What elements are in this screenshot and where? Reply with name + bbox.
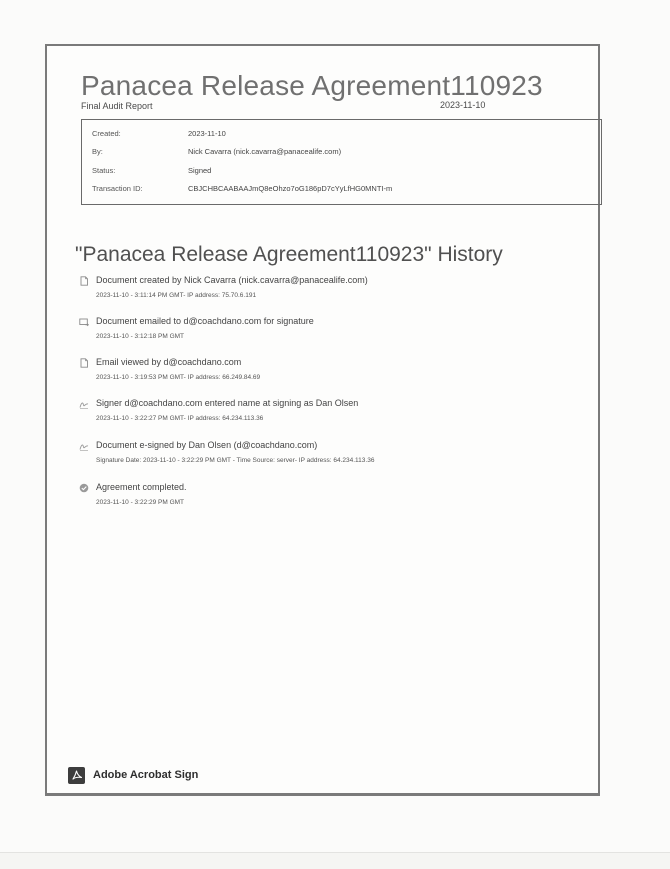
acrobat-logo-icon xyxy=(68,767,85,784)
event-meta: 2023-11-10 - 3:11:14 PM GMT- IP address: 75.70.6.191 xyxy=(96,292,257,299)
info-value: Nick Cavarra (nick.cavarra@panacealife.com) xyxy=(188,147,342,156)
event-description: Agreement completed. xyxy=(96,482,187,492)
info-label: Created: xyxy=(92,129,121,138)
info-value: CBJCHBCAABAAJmQ8eOhzo7oG186pD7cYyLfHG0MNTI-m xyxy=(188,184,393,193)
event-description: Email viewed by d@coachdano.com xyxy=(96,357,242,367)
info-label: Transaction ID: xyxy=(92,184,143,193)
event-meta: 2023-11-10 - 3:22:27 PM GMT- IP address: 64.234.113.36 xyxy=(96,415,264,422)
info-row-transaction-id xyxy=(92,184,392,193)
brand-footer xyxy=(68,765,198,785)
event-description: Document emailed to d@coachdano.com for signature xyxy=(96,316,314,326)
audit-report xyxy=(45,44,600,796)
info-label: By: xyxy=(92,147,103,156)
signature-icon xyxy=(79,399,89,409)
event-description: Document created by Nick Cavarra (nick.cavarra@panacealife.com) xyxy=(96,275,368,285)
event-meta: 2023-11-10 - 3:19:53 PM GMT- IP address: 66.249.84.69 xyxy=(96,374,261,381)
info-value: 2023-11-10 xyxy=(188,129,226,138)
info-label: Status: xyxy=(92,166,116,175)
document-icon xyxy=(79,276,89,286)
event-description: Signer d@coachdano.com entered name at signing as Dan Olsen xyxy=(96,398,359,408)
event-meta: Signature Date: 2023-11-10 - 3:22:29 PM GMT - Time Source: server- IP address: 64.234.113.36 xyxy=(96,457,375,464)
check-icon xyxy=(79,483,89,493)
info-value: Signed xyxy=(188,166,212,175)
email-icon xyxy=(79,317,89,327)
event-description: Document e-signed by Dan Olsen (d@coachdano.com) xyxy=(96,440,318,450)
event-meta: 2023-11-10 - 3:22:29 PM GMT xyxy=(96,499,185,506)
signature-icon xyxy=(79,441,89,451)
info-row-created xyxy=(92,129,226,138)
brand-name: Adobe Acrobat Sign xyxy=(93,769,199,781)
document-date: 2023-11-10 xyxy=(440,100,486,110)
document-subtitle: Final Audit Report xyxy=(81,101,153,111)
history-title: "Panacea Release Agreement110923" History xyxy=(75,243,503,266)
info-row-by xyxy=(92,147,341,156)
event-meta: 2023-11-10 - 3:12:18 PM GMT xyxy=(96,333,185,340)
info-row-status xyxy=(92,166,211,175)
document-icon xyxy=(79,358,89,368)
info-box xyxy=(81,119,602,205)
document-title: Panacea Release Agreement110923 xyxy=(81,70,543,101)
